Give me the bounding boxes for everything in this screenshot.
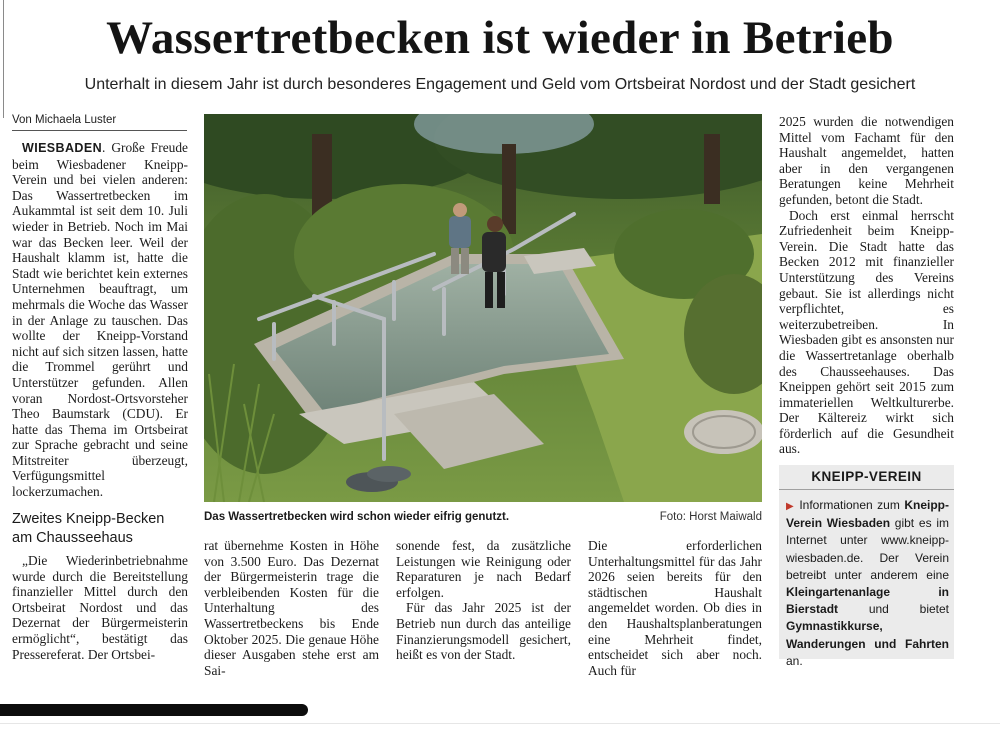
byline: Von Michaela Luster xyxy=(12,113,187,131)
info-box-divider xyxy=(779,489,954,490)
article-column-4 xyxy=(588,538,762,678)
article-column-1 xyxy=(12,140,188,500)
article-photo xyxy=(204,114,762,502)
article-column-5 xyxy=(779,114,954,457)
paragraph: 2025 wurden die notwendigen Mittel vom Fachamt für den Haushalt angemeldet, hatten aber in den vergangenen Beratungen keine Mehrheit gefunden, betont die Stadt. xyxy=(779,114,954,207)
info-highlight: Gymnastikkurse, Wanderungen und Fahrten xyxy=(786,619,949,651)
paragraph: „Die Wiederinbetriebnahme wurde durch die Bereitstellung finanzieller Mittel durch den Ortsbeirat Nordost und das Dezernat der Bürgermeisterin ermöglicht“, bestätigt das Pressereferat. Der Ortsbei- xyxy=(12,553,188,662)
info-box xyxy=(779,465,954,668)
article-column-3 xyxy=(396,538,571,663)
paragraph: Die erforderlichen Unterhaltungsmittel für das Jahr 2026 seien bereits für den städtischen Haushalt angemeldet worden. Ob dies in den Haushaltsplanberatungen eine Mehrheit findet, entscheidet sich aber noch. Auch für xyxy=(588,538,762,678)
page-edge xyxy=(0,723,1000,724)
info-highlight: Kleingartenanlage in Bierstadt xyxy=(786,585,949,617)
info-box-title: KNEIPP-VEREIN xyxy=(811,469,922,484)
dateline: WIESBADEN xyxy=(22,141,102,155)
info-box-text xyxy=(786,497,949,670)
paragraph: Für das Jahr 2025 ist der Betrieb nun durch das anteilige Finanzierungsmodell gesichert, heißt es von der Stadt. xyxy=(396,600,571,663)
triangle-right-icon: ▶ xyxy=(786,501,795,512)
info-highlight: Kneipp-Verein Wiesbaden xyxy=(786,498,949,531)
photo-credit: Foto: Horst Maiwald xyxy=(659,511,762,523)
lead-paragraph xyxy=(12,140,188,500)
photo-kneipp-basin xyxy=(204,114,762,502)
article-column-1-continued xyxy=(12,553,188,662)
lead-text: . Große Freude beim Wiesbadener Kneipp-Verein und bei vielen anderen: Das Wassertretbecken im Aukammtal ist seit dem 10. Juli wieder in Betrieb. Noch im Mai war das Becken leer. Weil der Haushalt klamm ist, hatte die Stadt wie berichtet kein externes Unternehmen beauftragt, um mehrmals die Woche das Wasser in der Anlage zu tauschen. Das wollte der Kneipp-Vorstand nicht auf sich sitzen lassen, hatte die Trommel gerührt und Unterstützer gefunden. Allen voran Nordost-Ortsvorsteher Theo Baumstark (CDU). Er hatte das Thema im Ortsbeirat zur Sprache gebracht und seine Mitstreiter überzeugt, Verfügungsmittel lockerzumachen. xyxy=(12,140,188,500)
crosshead: Zweites Kneipp-Becken am Chausseehaus xyxy=(12,511,165,546)
paragraph: rat übernehme Kosten in Höhe von 3.500 Euro. Das Dezernat der Bürgermeisterin trage die verbleibenden Kosten für die Unterhaltung des Wassertretbeckens bis Ende Oktober 2025. Die genaue Höhe dieser Ausgaben stehe erst am Sai- xyxy=(204,538,379,678)
article-column-2 xyxy=(204,538,379,678)
paragraph: sonende fest, da zusätzliche Leistungen wie Reinigung oder Reparaturen je nach Bedarf erfolgen. xyxy=(396,538,571,600)
photo-caption: Das Wassertretbecken wird schon wieder eifrig genutzt. xyxy=(204,511,510,523)
headline: Wassertretbecken ist wieder in Betrieb xyxy=(106,12,894,64)
paragraph: Doch erst einmal herrscht Zufriedenheit beim Kneipp-Verein. Die Stadt hatte das Becken 2012 mit finanzieller Unterstützung des Vereins gebaut. Sie ist allerdings nicht verpflichtet, es weiterzubetreiben. In Wiesbaden gibt es ansonsten nur die Wassertretanlage oberhalb des Chausseehauses. Das Kneippen gehört seit 2015 zum immateriellen Weltkulturerbe. Der Kältereiz wirkt sich förderlich auf die Gesundheit aus. xyxy=(779,207,954,457)
subheadline: Unterhalt in diesem Jahr ist durch besonderes Engagement und Geld vom Ortsbeirat Nordost und der Stadt gesichert xyxy=(84,76,916,93)
info-text: an. xyxy=(786,653,803,668)
info-text: gibt es im Internet unter www.kneipp-wiesbaden.de. Der Verein betreibt unter anderem eine xyxy=(786,516,949,582)
info-text: Informationen zum xyxy=(799,498,905,512)
info-text: und bietet xyxy=(838,602,949,617)
scrollbar-thumb[interactable] xyxy=(0,704,308,716)
